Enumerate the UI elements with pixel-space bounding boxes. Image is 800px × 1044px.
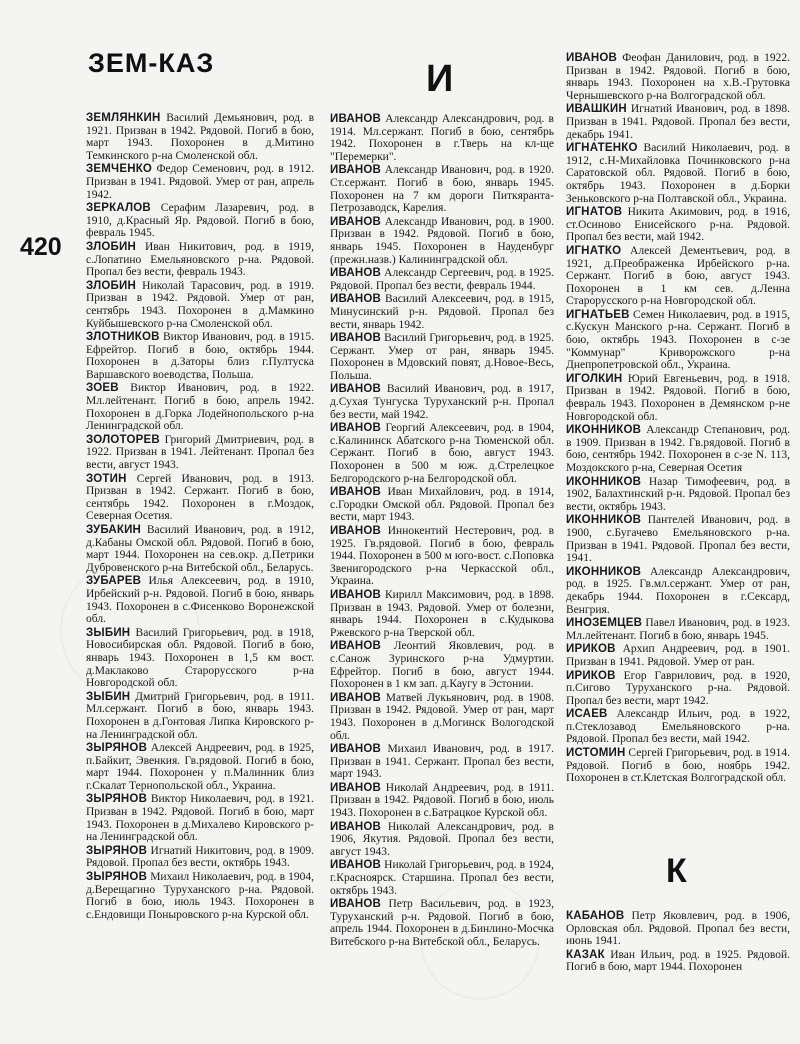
entry	[566, 949, 790, 974]
entry	[86, 871, 314, 921]
entry	[86, 473, 314, 523]
entry-surname: ИКОННИКОВ	[566, 424, 642, 437]
entry-text: Николай Тарасович, род. в 1919. Призван в 1942. Рядовой. Умер от ран, сентябрь 1943. Похоронен в д.Мамкино Куйбышевского р-на Смоленской обл.	[86, 279, 314, 330]
entry	[86, 742, 314, 792]
entry	[330, 486, 554, 524]
entry	[566, 309, 790, 372]
entry-text: Серафим Лазаревич, род. в 1910, д.Красный Яр. Рядовой. Погиб в бою, февраль 1945.	[86, 202, 314, 240]
entry	[86, 241, 314, 279]
entry-surname: ИРИКОВ	[566, 643, 616, 656]
entry	[330, 782, 554, 820]
entry-text: Архип Андреевич, род. в 1901. Призван в 1941. Рядовой. Умер от ран.	[566, 643, 791, 668]
entry-text: Василий Григорьевич, род. в 1918, Новосибирская обл. Рядовой. Погиб в бою, январь 1943. Похоронен в 1,5 км вост. д.Маклаково Старорусского р-на Новгородской обл.	[86, 626, 314, 690]
entry-surname: ЗЫРЯНОВ	[86, 793, 148, 806]
entry	[330, 383, 554, 421]
column-middle	[330, 113, 554, 950]
column-left	[86, 112, 314, 922]
entry-text: Александр Иванович, род. в 1920. Ст.сержант. Погиб в бою, январь 1945. Похоронен на 7 км дороги Питкяранта-Петрозаводск, Карелия.	[330, 164, 554, 215]
entry	[330, 743, 554, 781]
entry-surname: ЗЕМЛЯНКИН	[86, 112, 161, 124]
entry-surname: ЗЫРЯНОВ	[86, 844, 148, 857]
entry-surname: ИНОЗЕМЦЕВ	[566, 617, 643, 630]
entry-text: Никита Акимович, род. в 1916, ст.Осиново Енисейского р-на. Рядовой. Пропал без вести, май 1942.	[566, 206, 790, 244]
entry-surname: ЗОТИН	[86, 472, 127, 485]
entry-text: Петр Васильевич, род. в 1923, Туруханский р-н. Рядовой. Погиб в бою, апрель 1944. Похоронен в д.Бинлино-Мосчка Витебского р-на Витебской обл., Беларусь.	[330, 898, 555, 948]
entry	[330, 267, 554, 292]
entry	[86, 575, 314, 625]
entry	[330, 692, 554, 742]
entry	[566, 708, 790, 746]
entry-surname: ИВАНОВ	[330, 267, 382, 280]
column-right-k-section	[566, 910, 790, 975]
entry	[86, 202, 314, 240]
entry-surname: ИВАШКИН	[566, 103, 627, 116]
entry-surname: ИВАНОВ	[330, 215, 382, 228]
column-right	[566, 52, 790, 786]
entry-surname: ИВАНОВ	[330, 113, 382, 125]
entry-surname: ИГНАТОВ	[566, 206, 623, 219]
entry-text: Василий Иванович, род. в 1912, д.Кабаны Омской обл. Рядовой. Погиб в бою, март 1944. Похоронен на сев.окр. д.Петрики Дубровенского р-на Витебской обл., Беларусь.	[86, 524, 314, 574]
entry-surname: ИВАНОВ	[330, 743, 382, 756]
entry	[566, 52, 790, 102]
entry	[86, 691, 314, 741]
entry-surname: ИГНАТЬЕВ	[566, 308, 630, 321]
entry	[566, 617, 790, 642]
entry-text: Игнатий Иванович, род. в 1898. Призван в 1941. Рядовой. Пропал без вести, декабрь 1941.	[566, 103, 791, 141]
entry-text: Юрий Евгеньевич, род. в 1918. Призван в 1942. Рядовой. Погиб в бою, февраль 1943. Похоронен в Демянском р-не Новгородской обл.	[566, 372, 791, 423]
entry-text: Петр Яковлевич, род. в 1906, Орловская обл. Рядовой. Пропал без вести, июнь 1941.	[566, 910, 790, 948]
entry-text: Игнатий Никитович, род. в 1909. Рядовой. Пропал без вести, октябрь 1943.	[86, 844, 314, 870]
entry-surname: ИРИКОВ	[566, 669, 616, 682]
entry	[566, 476, 790, 514]
entry-text: Василий Иванович, род. в 1917, д.Сухая Тунгуска Туруханский р-н. Пропал без вести, май 1942.	[330, 383, 554, 421]
entry	[86, 524, 314, 574]
entry-surname: КАЗАК	[566, 948, 605, 961]
entry	[330, 164, 554, 214]
entry-text: Николай Григорьевич, род. в 1924, г.Красноярск. Старшина. Пропал без вести, октябрь 1943.	[330, 859, 555, 897]
entry-text: Дмитрий Григорьевич, род. в 1911. Мл.сержант. Погиб в бою, январь 1943. Похоронен в д.Гонтовая Липка Кировского р-на Ленинградской обл.	[86, 690, 314, 741]
entry-text: Феофан Данилович, род. в 1922. Призван в 1942. Рядовой. Погиб в бою, январь 1943. Похоронен на х.В.-Грутовка Чернышевского р-на Волгоградской обл.	[566, 52, 790, 102]
entry-text: Павел Иванович, род. в 1923. Мл.лейтенант. Погиб в бою, январь 1945.	[566, 617, 791, 642]
entry-surname: ЗУБАРЕВ	[86, 575, 142, 588]
entry-surname: КАБАНОВ	[566, 910, 625, 922]
entry-surname: ИВАНОВ	[330, 525, 382, 537]
entry	[330, 859, 554, 897]
entry	[86, 382, 314, 432]
entry	[330, 898, 554, 948]
entry-surname: ИВАНОВ	[330, 332, 382, 345]
entry-surname: ИВАНОВ	[330, 820, 382, 833]
entry-text: Алексей Дементьевич, род. в 1921, д.Преображенка Ирбейского р-на. Сержант. Погиб в бою, август 1943. Похоронен в 1 км сев. д.Ленна Старорусского р-на Новгородской обл.	[566, 244, 790, 308]
entry-surname: ИГНАТКО	[566, 244, 622, 257]
entry	[330, 640, 554, 690]
entry-surname: ЗЕМЧЕНКО	[86, 163, 153, 176]
entry-text: Александр Сергеевич, род. в 1925. Рядовой. Пропал без вести, февраль 1944.	[330, 267, 555, 292]
entry-text: Федор Семенович, род. в 1912. Призван в 1941. Рядовой. Умер от ран, апрель 1942.	[86, 163, 314, 201]
entry-text: Александр Ильич, род. в 1922, п.Стеклозавод Емельяновского р-на. Рядовой. Пропал без вести, май 1942.	[566, 708, 791, 746]
entry-surname: ИСАЕВ	[566, 708, 608, 721]
entry-surname: ЗЕРКАЛОВ	[86, 202, 151, 215]
entry-surname: ЗЫРЯНОВ	[86, 742, 148, 755]
entry-text: Георгий Алексеевич, род. в 1904, с.Калининск Абатского р-на Тюменской обл. Сержант. Погиб в бою, август 1943. Похоронен в 500 м юж. д.Стрелецкое Белгородского р-на Белгородской обл.	[330, 422, 554, 485]
entry-surname: ЗОЛОТОРЕВ	[86, 433, 160, 446]
entry-text: Николай Александрович, род. в 1906, Якутия. Рядовой. Пропал без вести, август 1943.	[330, 820, 554, 858]
entry	[86, 627, 314, 690]
entry-text: Александр Александрович, род. в 1914. Мл.сержант. Погиб в бою, сентябрь 1942. Похоронен в г.Тверь на кл-ще "Перемерки".	[330, 113, 554, 163]
entry-surname: ЗУБАКИН	[86, 524, 142, 536]
entry-text: Александр Александрович, род. в 1925. Гв.мл.сержант. Умер от ран, декабрь 1944. Похоронен в г.Сексард, Венгрия.	[566, 565, 790, 616]
entry	[330, 589, 554, 639]
entry	[86, 280, 314, 330]
entry-surname: ИКОННИКОВ	[566, 514, 642, 527]
entry-surname: ИВАНОВ	[330, 640, 382, 653]
entry-surname: ИВАНОВ	[330, 898, 382, 911]
entry-text: Михаил Иванович, род. в 1917. Призван в 1941. Сержант. Пропал без вести, март 1943.	[330, 743, 555, 781]
entry-surname: ИГОЛКИН	[566, 372, 623, 385]
entry-surname: ИВАНОВ	[330, 781, 382, 794]
entry	[86, 163, 314, 201]
entry	[566, 514, 790, 564]
entry	[566, 373, 790, 423]
entry-text: Александр Степанович, род. в 1909. Призван в 1942. Гв.рядовой. Погиб в бою, сентябрь 1942. Похоронен в с-зе N. 113, Моздокского р-на, Северная Осетия	[566, 424, 790, 474]
entry-text: Матвей Лукьянович, род. в 1908. Призван в 1942. Рядовой. Умер от ран, март 1943. Похоронен в д.Могинск Вологодской обл.	[330, 691, 554, 742]
entry-text: Иван Никитович, род. в 1919, с.Лопатино Емельяновского р-на. Рядовой. Пропал без вести, февраль 1943.	[86, 240, 314, 279]
entry-surname: ЗЛОБИН	[86, 279, 136, 292]
entry	[330, 422, 554, 485]
entry-text: Михаил Николаевич, род. в 1904, д.Верещагино Туруханского р-на. Рядовой. Погиб в бою, июль 1943. Похоронен в с.Ендовищи Поныровского р-на Курской обл.	[86, 871, 315, 921]
entry-surname: ИВАНОВ	[330, 293, 382, 306]
entry-text: Леонтий Яковлевич, род. в с.Санож Зуринского р-на Удмуртии. Ефрейтор. Погиб в бою, август 1944. Похоронен в 1 км зап. д.Каугу в Эстонии.	[330, 640, 554, 691]
entry-text: Григорий Дмитриевич, род. в 1922. Призван в 1941. Лейтенант. Пропал без вести, август 1943.	[86, 433, 314, 472]
entry-surname: ИВАНОВ	[330, 383, 382, 396]
entry	[330, 332, 554, 382]
entry-text: Семен Николаевич, род. в 1915, с.Кускун Манского р-на. Сержант. Погиб в бою, октябрь 1943. Похоронен в с-зе "Коммунар" Криворожского р-на Днепропетровской обл., Украина.	[566, 308, 790, 372]
entry-text: Виктор Иванович, род. в 1922. Мл.лейтенант. Погиб в бою, апрель 1942. Похоронен в д.Горка Лодейнопольского р-на Ленинградской обл.	[86, 382, 315, 433]
entry-surname: ЗЛОТНИКОВ	[86, 331, 160, 344]
entry	[86, 434, 314, 472]
entry	[566, 103, 790, 141]
entry-text: Кирилл Максимович, род. в 1898. Призван в 1943. Рядовой. Умер от болезни, январь 1944. Похоронен в с.Кудыкова Ржевского р-на Тверской обл.	[330, 588, 554, 639]
entry-surname: ЗЛОБИН	[86, 240, 136, 253]
entry-surname: ЗЫБИН	[86, 626, 131, 639]
entry	[566, 566, 790, 616]
entry	[566, 670, 790, 708]
entry-text: Илья Алексеевич, род. в 1910, Ирбейский р-н. Рядовой. Погиб в бою, январь 1943. Похоронен в с.Фисенково Воронежской обл.	[86, 575, 314, 626]
entry	[86, 793, 314, 843]
entry	[566, 643, 790, 668]
entry-text: Виктор Иванович, род. в 1915. Ефрейтор. Погиб в бою, октябрь 1944. Похоронен в д.Заторы близ г.Пултуска Варшавского воеводства, Польша.	[86, 331, 314, 381]
entry-surname: ИВАНОВ	[566, 52, 618, 64]
section-letter-k: К	[666, 852, 687, 890]
entry-text: Василий Григорьевич, род. в 1925. Сержант. Умер от ран, январь 1945. Похоронен в Мдовский повят, д.Новое-Весь, Польша.	[330, 332, 554, 382]
entry-surname: ИВАНОВ	[330, 422, 382, 435]
entry-text: Виктор Николаевич, род. в 1921. Призван в 1942. Рядовой. Погиб в бою, март 1943. Похоронен в д.Михалево Кировского р-на Ленинградской обл.	[86, 793, 314, 844]
entry-text: Пантелей Иванович, род. в 1900, с.Бугачево Емельяновского р-на. Призван в 1941. Рядовой. Пропал без вести, 1941.	[566, 514, 791, 565]
entry-surname: ИГНАТЕНКО	[566, 142, 638, 155]
entry-surname: ИВАНОВ	[330, 164, 382, 177]
entry-text: Алексей Андреевич, род. в 1925, п.Байкит, Эвенкия. Гв.рядовой. Погиб в бою, март 1944. Похоронен у п.Малинник близ г.Скалат Тернопольской обл., Украина.	[86, 742, 314, 792]
entry	[330, 216, 554, 266]
page-number: 420	[20, 233, 62, 261]
entry-text: Егор Гаврилович, род. в 1920, п.Сигово Туруханского р-на. Рядовой. Пропал без вести, март 1942.	[566, 669, 791, 707]
entry	[566, 424, 790, 474]
entry-text: Александр Иванович, род. в 1900. Призван в 1942. Рядовой. Погиб в бою, январь 1945. Похоронен в Науденбург (прежн.назв.) Калининградской обл.	[330, 215, 554, 266]
entry-surname: ЗЫБИН	[86, 690, 131, 703]
entry	[566, 747, 790, 785]
entry-text: Иван Михайлович, род. в 1914, с.Городки Омской обл. Рядовой. Пропал без вести, март 1943.	[330, 486, 555, 524]
entry-text: Иннокентий Нестерович, род. в 1925. Гв.рядовой. Погиб в бою, февраль 1944. Похоронен в 500 м юго-вост. с.Поповка Звенигородского р-на Черкасской обл., Украина.	[330, 525, 554, 588]
section-letter-i: И	[426, 58, 454, 100]
entry-text: Василий Демьянович, род. в 1921. Призван в 1942. Рядовой. Погиб в бою, март 1943. Похоронен в д.Митино Темкинского р-на Смоленской обл.	[86, 112, 314, 162]
entry	[330, 525, 554, 588]
entry-surname: ИКОННИКОВ	[566, 565, 642, 578]
entry	[330, 821, 554, 859]
entry	[566, 142, 790, 205]
entry	[330, 293, 554, 331]
entry-surname: ЗЫРЯНОВ	[86, 871, 148, 884]
entry-surname: ЗОЕВ	[86, 382, 119, 395]
entry	[86, 331, 314, 381]
entry	[330, 113, 554, 163]
entry-text: Сергей Иванович, род. в 1913. Призван в 1942. Сержант. Погиб в бою, сентябрь 1942. Похоронен в г.Моздок, Северная Осетия.	[86, 472, 315, 523]
entry-surname: ИСТОМИН	[566, 747, 626, 760]
entry-text: Василий Николаевич, род. в 1912, с.Н-Михайловка Починковского р-на Саратовской обл. Рядовой. Погиб в бою, октябрь 1943. Похоронен в д.Борки Зеньковского р-на Полтавской обл., Украина.	[566, 142, 790, 205]
entry	[566, 245, 790, 308]
entry	[566, 206, 790, 244]
entry-surname: ИВАНОВ	[330, 588, 382, 601]
entry-text: Иван Ильич, род. в 1925. Рядовой. Погиб в бою, март 1944. Похоронен	[566, 948, 791, 974]
entry-surname: ИВАНОВ	[330, 486, 382, 499]
entry-surname: ИВАНОВ	[330, 691, 382, 704]
entry-text: Назар Тимофеевич, род. в 1902, Балахтинский р-н. Рядовой. Пропал без вести, октябрь 1943.	[566, 475, 790, 513]
entry-surname: ИКОННИКОВ	[566, 475, 642, 488]
entry-surname: ИВАНОВ	[330, 859, 382, 872]
running-head: ЗЕМ-КАЗ	[88, 48, 215, 78]
entry-text: Сергей Григорьевич, род. в 1914. Рядовой. Погиб в бою, ноябрь 1942. Похоронен в ст.Клетская Волгоградской обл.	[566, 747, 790, 785]
entry-text: Николай Андреевич, род. в 1911. Призван в 1942. Рядовой. Погиб в бою, июль 1943. Похоронен в с.Батрацкое Курской обл.	[330, 781, 554, 820]
entry	[86, 112, 314, 162]
entry	[566, 910, 790, 948]
entry-text: Василий Алексеевич, род. в 1915, Минусинский р-н. Рядовой. Пропал без вести, январь 1942.	[330, 293, 554, 331]
entry	[86, 845, 314, 870]
